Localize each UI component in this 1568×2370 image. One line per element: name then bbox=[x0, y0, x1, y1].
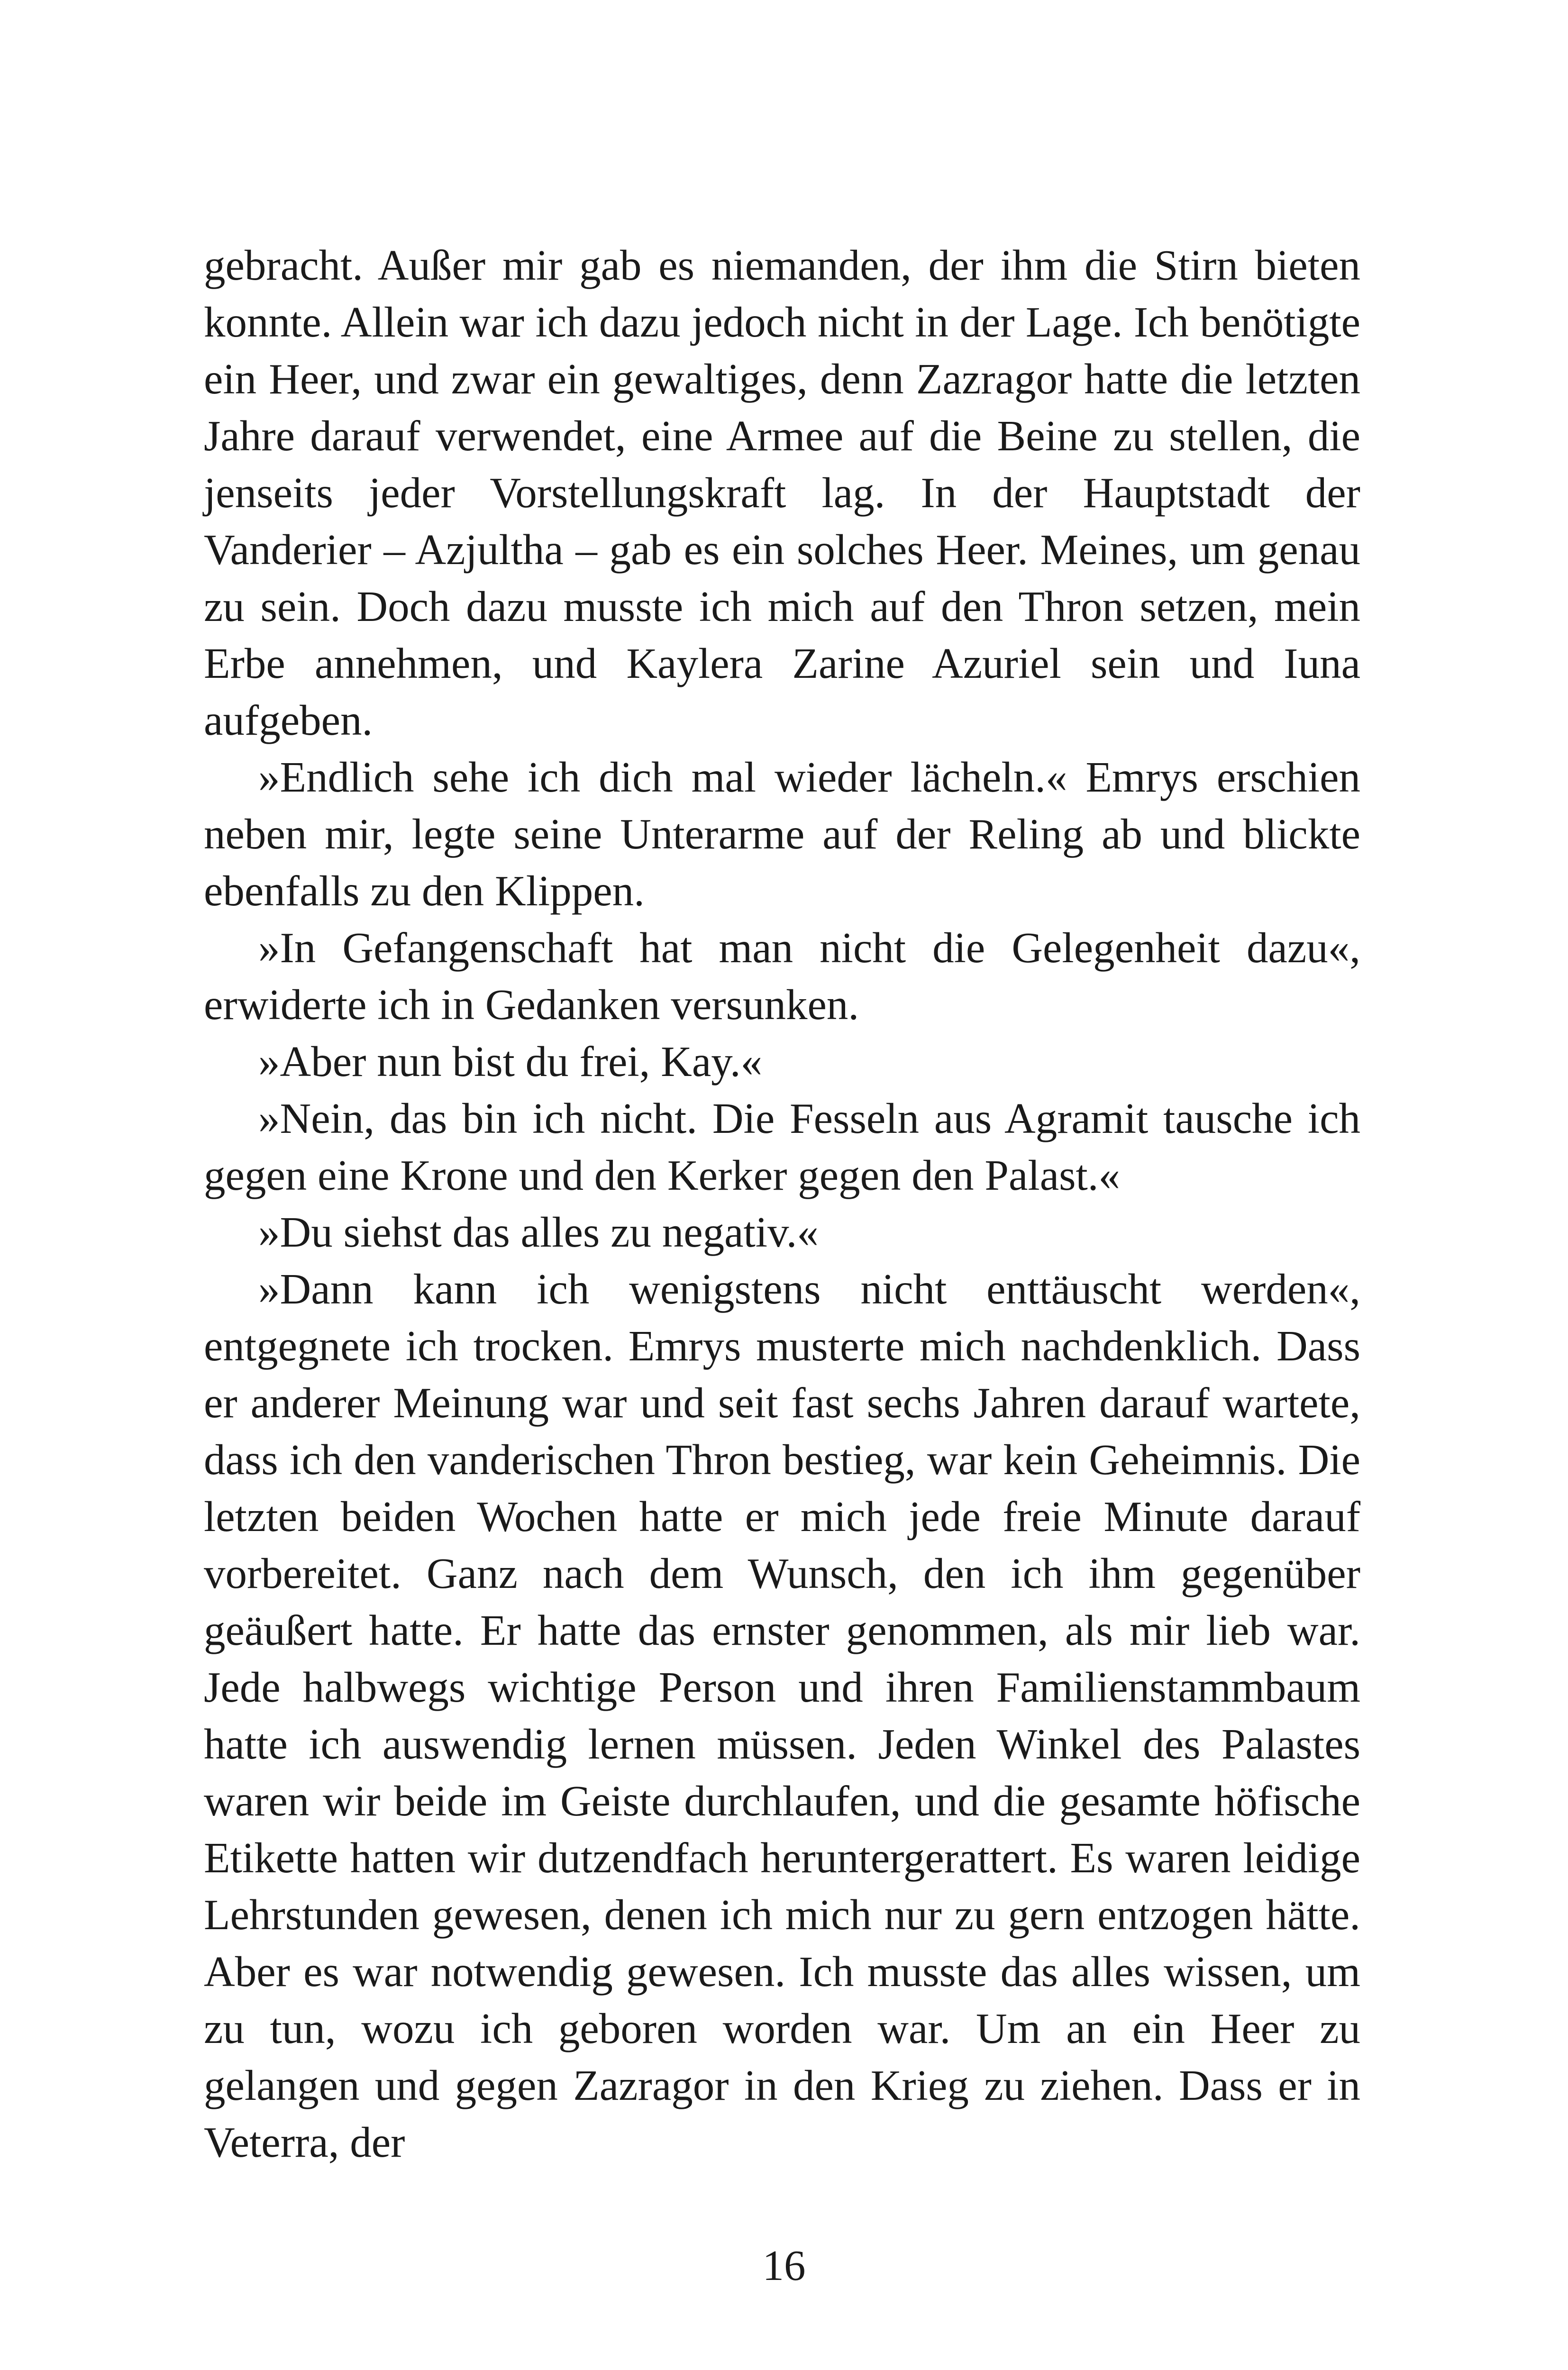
paragraph-continuation: gebracht. Außer mir gab es niemanden, der ihm die Stirn bieten konnte. Allein war ich dazu jedoch nicht in der Lage. Ich benötigte ein Heer, und zwar ein gewaltiges, denn Zazragor hatte die letzten Jahre darauf verwendet, eine Armee auf die Beine zu stellen, die jenseits jeder Vorstellungskraft lag. In der Hauptstadt der Vanderier – Azjultha – gab es ein solches Heer. Meines, um genau zu sein. Doch dazu musste ich mich auf den Thron setzen, mein Erbe annehmen, und Kaylera Zarine Azuriel sein und Iuna aufgeben. bbox=[204, 241, 1360, 744]
paragraph-dialogue-emrys-smile: »Endlich sehe ich dich mal wieder lächeln.« Emrys erschien neben mir, legte seine Unterarme auf der Reling ab und blickte ebenfalls zu den Klippen. bbox=[204, 753, 1360, 915]
paragraph-dialogue-captivity: »In Gefangenschaft hat man nicht die Gelegenheit dazu«, erwiderte ich in Gedanken versunken. bbox=[204, 924, 1360, 1029]
paragraph-dialogue-negative: »Du siehst das alles zu negativ.« bbox=[258, 1208, 819, 1256]
page-number: 16 bbox=[762, 2242, 806, 2289]
body-text bbox=[204, 237, 1360, 2171]
paragraph-dialogue-disappointed: »Dann kann ich wenigstens nicht enttäuscht werden«, entgegnete ich trocken. Emrys musterte mich nachdenklich. Dass er anderer Meinung war und seit fast sechs Jahren darauf wartete, dass ich den vanderischen Thron bestieg, war kein Geheimnis. Die letzten beiden Wochen hatte er mich jede freie Minute darauf vorbereitet. Ganz nach dem Wunsch, den ich ihm gegenüber geäußert hatte. Er hatte das ernster genommen, als mir lieb war. Jede halbwegs wichtige Person und ihren Familienstammbaum hatte ich auswendig lernen müssen. Jeden Winkel des Palastes waren wir beide im Geiste durchlaufen, und die gesamte höfische Etikette hatten wir dutzendfach heruntergerattert. Es waren leidige Lehrstunden gewesen, denen ich mich nur zu gern entzogen hätte. Aber es war notwendig gewesen. Ich musste das alles wissen, um zu tun, wozu ich geboren worden war. Um an ein Heer zu gelangen und gegen Zazragor in den Krieg zu ziehen. Dass er in Veterra, der bbox=[204, 1265, 1360, 2166]
paragraph-dialogue-shackles: »Nein, das bin ich nicht. Die Fesseln aus Agramit tausche ich gegen eine Krone und den Kerker gegen den Palast.« bbox=[204, 1094, 1360, 1199]
paragraph-dialogue-free: »Aber nun bist du frei, Kay.« bbox=[258, 1038, 763, 1085]
